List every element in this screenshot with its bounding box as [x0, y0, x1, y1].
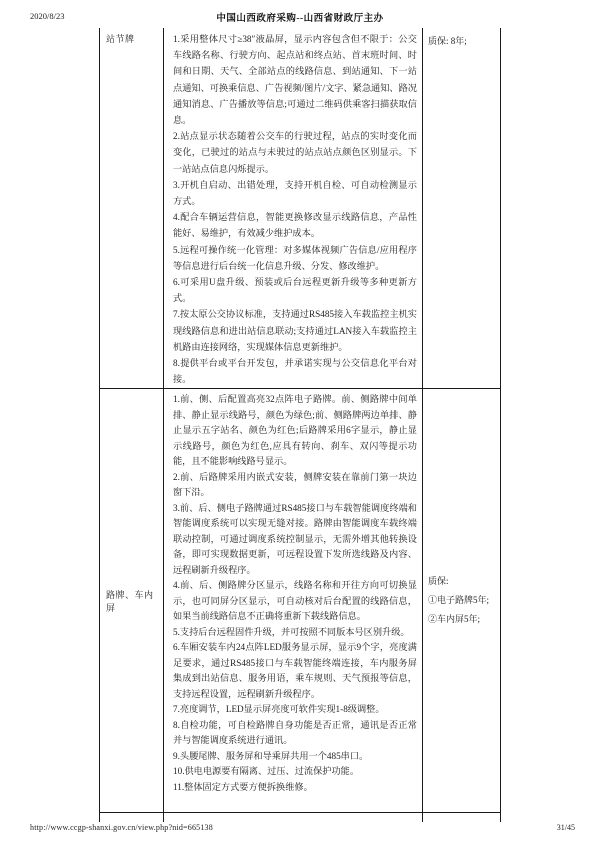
spec-item: 7.亮度调节，LED显示屏亮度可软件实现1-8级调整。: [173, 704, 385, 714]
spec-item: 7.按太原公交协议标准，支持通过RS485接入车载监控主机实现线路信息和进出站信息联动;支持通过LAN接入车载监控主机路由连接网络，实现媒体信息更新维护。: [173, 309, 417, 352]
spec-item: 9.头腰尾牌、服务屏和导乘屏共用一个485串口。: [173, 750, 369, 761]
spec-list-route-sign: [164, 389, 423, 812]
spec-item: 4.配合车辆运营信息，智能更换修改显示线路信息，产品性能好、易维护，有效减少维护成本。: [173, 212, 417, 239]
spec-item: [173, 387, 417, 388]
warranty-cell-station-sign: [423, 28, 500, 388]
table-row-route-sign: [100, 389, 500, 812]
spec-item: 8.提供平台或平台开发包，并承诺实现与公交信息化平台对接。: [173, 358, 417, 385]
spec-item: 5.支持后台远程固件升级，并可按照不同版本号区别升级。: [173, 626, 410, 637]
row-label-text: 路牌、车内屏: [106, 589, 154, 613]
spec-item: 6.可采用U盘升级、预装或后台远程更新升级等多种更新方式。: [173, 277, 417, 304]
spec-item: 6.车厢安装车内24点阵LED服务显示屏，显示9个字，亮度满足要求，通过RS485接口与车载智能终端连接，车内服务屏集成到出站信息、服务用语，乘车规则、天气预报等信息，支持远程设置，远程刷新升级程序。: [173, 642, 417, 699]
row-label-station-sign: 站节牌: [100, 28, 164, 388]
spec-item: 2.站点显示状态随着公交车的行驶过程，站点的实时变化而变化，已驶过的站点与未驶过的站点站点颜色区别显示。下一站站点信息闪烁提示。: [173, 131, 417, 174]
table-rule-stub: [500, 813, 501, 822]
spec-table: [99, 28, 501, 813]
warranty-cell-route-sign: [423, 389, 500, 812]
warranty-line: ①电子路牌5年;: [428, 595, 490, 605]
warranty-line: 质保: 8年;: [428, 36, 467, 46]
spec-item: 4.前、后、侧路牌分区显示，线路名称和开往方向可切换显示，也可同屏分区显示，可自动核对后台配置的线路信息，如果当前线路信息不正确将重新下载线路信息。: [173, 580, 417, 621]
spec-item: 8.自检功能，可自检路牌自身功能是否正常，通讯是否正常并与智能调度系统进行通讯。: [173, 719, 417, 745]
spec-item: 11.整体固定方式要方便拆换维修。: [173, 781, 313, 792]
spec-list-station-sign: [164, 28, 423, 388]
spec-item: 1.采用整体尺寸≥38″液晶屏，显示内容包含但不限于：公交车线路名称、行驶方向、起点站和终点站、首末班时间、时间和日期、天气、全部站点的线路信息、到站通知、下一站点通知、可换乘信息、广告视频/图片/文字、紧急通知、路况通知消息、广告播放等信息;可通过二维码供乘客扫描获取信息。: [173, 34, 417, 126]
table-rule-stub: [422, 813, 423, 822]
table-rule-stub: [163, 813, 164, 822]
header-date: 2020/8/23: [30, 11, 65, 21]
spec-item: 5.远程可操作统一化管理：对多媒体视频广告信息/应用程序等信息进行后台统一化信息升级、分发、修改维护。: [173, 244, 417, 271]
table-rule-stub: [99, 813, 100, 822]
spec-item: 1.前、侧、后配置高亮32点阵电子路牌。前、侧路牌中间单排、静止显示线路号，颜色为绿色;前、侧路牌两边单排、静止显示五字站名、颜色为红色;后路牌采用6字显示，静止显示线路号，颜色为红色,应具有转向、刹车、双闪等提示功能，且不能影响线路号显示。: [173, 394, 417, 466]
row-label-route-sign: [100, 389, 164, 812]
footer-url: http://www.ccgp-shanxi.gov.cn/view.php?nid=665138: [30, 823, 213, 832]
warranty-line: 质保:: [428, 576, 449, 586]
spec-item: 3.前、后、侧电子路牌通过RS485接口与车载智能调度终端和智能调度系统可以实现无缝对接。路牌由智能调度车载终端联动控制，可通过调度系统控制显示，无需外增其他转换设备，即可实现数据更新，可远程设置下发所选线路及内容、远程刷新升级程序。: [173, 502, 417, 575]
spec-item: 10.供电电源要有隔离、过压、过流保护功能。: [173, 766, 360, 776]
spec-item: 2.前、后路牌采用内嵌式安装，侧牌安装在靠前门第一块边窗下沿。: [173, 471, 417, 497]
page-title: 中国山西政府采购--山西省财政厅主办: [216, 14, 384, 24]
spec-item: 3.开机自启动、出错处理，支持开机自检、可自动检测显示方式。: [173, 179, 417, 207]
warranty-line: ②车内屏5年;: [428, 614, 481, 624]
footer-page-number: 31/45: [556, 823, 575, 832]
table-row-station-sign: [100, 28, 500, 389]
